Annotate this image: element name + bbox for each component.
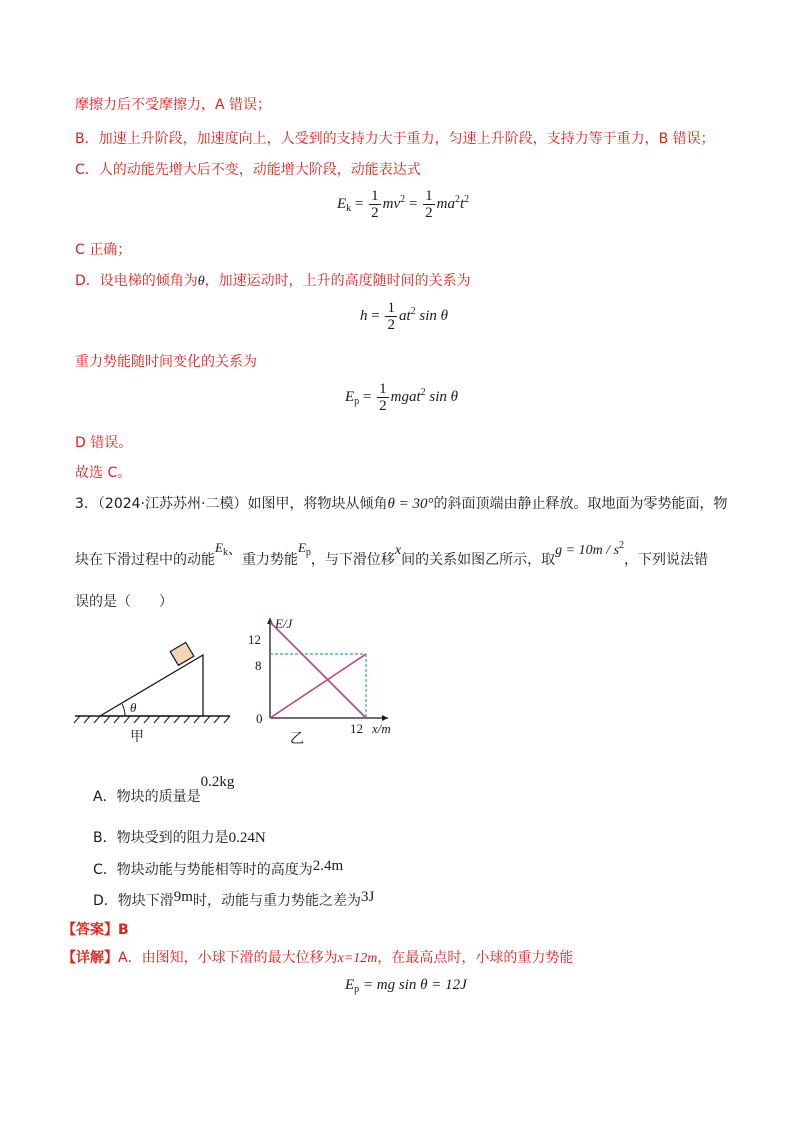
ground-hatching <box>74 716 230 723</box>
question-line-1 <box>75 494 727 514</box>
formula-subscript: p <box>354 984 360 995</box>
formula-superscript: 2 <box>454 193 460 205</box>
x-tick-12: 12 <box>350 721 363 736</box>
formula-equals: = <box>362 388 372 405</box>
formula-term: at <box>398 307 411 324</box>
formula-term: ma <box>436 195 455 212</box>
x-axis-label: x/m <box>372 721 391 736</box>
text-line-8: 故选 C。 <box>75 465 132 481</box>
formula-kinetic-energy <box>337 188 469 221</box>
y-axis-label: E/J <box>275 616 293 631</box>
option-value: 3J <box>360 889 375 905</box>
formula-superscript: 2 <box>420 386 426 398</box>
formula-symbol: E <box>345 388 355 405</box>
formula-superscript: 2 <box>400 193 406 205</box>
text-segment: 重力势能 <box>241 552 298 568</box>
x-equals-value: x=12m <box>337 951 378 966</box>
formula-fraction: $\frac{1}{2}$ <box>387 300 395 333</box>
option-value: 9m <box>173 889 193 905</box>
formula-term: sin θ <box>429 388 459 405</box>
series-line-1 <box>270 622 366 718</box>
label-jia: 甲 <box>130 729 144 745</box>
theta-label: θ <box>130 700 137 715</box>
x-symbol: x <box>394 543 402 558</box>
formula-subscript: k <box>346 202 352 214</box>
incline-figure <box>74 642 230 745</box>
formula-symbol: h <box>360 307 368 324</box>
formula-fraction: $\frac{1}{2}$ <box>379 381 387 414</box>
formula-term: = mg sin θ = 12J <box>362 977 467 993</box>
label-yi: 乙 <box>290 731 304 745</box>
question-figure <box>70 615 430 745</box>
question-line-2 <box>75 540 709 575</box>
text-line-1: 摩擦力后不受摩擦力，A 错误； <box>75 97 272 113</box>
formula-equals: = <box>408 195 418 212</box>
option-label: D．物块下滑 <box>93 893 174 909</box>
formula-term: t <box>459 195 465 212</box>
text-segment: 间的关系如图乙所示，取 <box>401 552 556 568</box>
text-segment: D．设电梯的倾角为 <box>75 273 198 289</box>
formula-symbol: E <box>337 195 347 212</box>
ep-symbol: $E_p$ <box>297 540 311 558</box>
angle-value: θ = 30° <box>387 496 434 512</box>
text-segment: ，在最高点时，小球的重力势能 <box>377 950 574 966</box>
text-line-6: 重力势能随时间变化的关系为 <box>75 354 257 370</box>
text-segment: ，加速运动时，上升的高度随时间的关系为 <box>204 273 471 289</box>
y-tick-12: 12 <box>248 632 261 647</box>
answer-value: B <box>118 922 129 938</box>
formula-fraction: $\frac{1}{2}$ <box>425 188 433 221</box>
formula-subscript: p <box>354 395 360 407</box>
formula-term: mv <box>382 195 401 212</box>
option-value: 2.4m <box>312 858 344 874</box>
separator: 、 <box>227 542 242 558</box>
text-segment: ，下列说法错 <box>624 552 709 568</box>
formula-height <box>360 300 448 333</box>
ek-symbol: $E_k$ <box>215 540 228 558</box>
answer-tag: 【答案】 <box>62 922 118 938</box>
formula-fraction: $\frac{1}{2}$ <box>371 188 379 221</box>
option-value: 0.24N <box>228 830 266 846</box>
y-tick-0: 0 <box>256 711 263 726</box>
option-label: C．物块动能与势能相等时的高度为 <box>93 862 313 878</box>
formula-equals: = <box>354 195 364 212</box>
text-line-3: C．人的动能先增大后不变，动能增大阶段，动能表达式 <box>75 162 421 178</box>
formula-equals: = <box>371 307 380 324</box>
formula-symbol: E <box>345 977 355 993</box>
question-source: （2024·江苏苏州·二模） <box>97 496 248 512</box>
option-b[interactable] <box>93 828 266 848</box>
text-line-4: C 正确； <box>75 242 132 258</box>
angle-arc <box>122 704 125 716</box>
incline-triangle <box>100 655 203 716</box>
text-segment: 块在下滑过程中的动能 <box>75 552 215 568</box>
text-segment: A．由图知，小球下滑的最大位移为 <box>118 950 338 966</box>
formula-superscript: 2 <box>464 193 470 205</box>
option-c[interactable] <box>93 860 343 880</box>
detail-tag: 【详解】 <box>62 950 118 966</box>
text-line-5 <box>75 271 471 292</box>
option-a[interactable] <box>93 774 235 807</box>
option-label: A．物块的质量是 <box>93 789 201 805</box>
formula-term: mgat <box>390 388 421 405</box>
option-label: B．物块受到的阻力是 <box>93 830 229 846</box>
question-line-3: 误的是（ ） <box>75 594 173 610</box>
text-line-2: B．加速上升阶段，加速度向上，人受到的支持力大于重力，匀速上升阶段，支持力等于重力，B 错误； <box>75 131 715 147</box>
energy-graph <box>248 616 391 745</box>
question-number: 3． <box>75 496 98 512</box>
theta-symbol: θ <box>197 274 205 289</box>
detail-line <box>62 948 573 969</box>
text-segment: 的斜面顶端由静止释放。取地面为零势能面，物 <box>433 496 728 512</box>
formula-term: sin θ <box>419 307 449 324</box>
g-value: $g = 10m / s^2$ <box>555 540 625 558</box>
y-tick-8: 8 <box>255 658 262 673</box>
formula-potential-energy <box>345 381 458 414</box>
option-value: 0.2kg <box>200 774 235 790</box>
text-segment: 如图甲，将物块从倾角 <box>247 496 388 512</box>
series-line-2 <box>270 654 366 718</box>
text-segment: ，与下滑位移 <box>310 552 395 568</box>
formula-superscript: 2 <box>410 305 416 317</box>
option-label: 时，动能与重力势能之差为 <box>192 893 361 909</box>
answer-line <box>62 920 129 940</box>
option-d[interactable] <box>93 891 374 911</box>
formula-max-potential <box>345 977 467 995</box>
text-line-7: D 错误。 <box>75 435 133 451</box>
